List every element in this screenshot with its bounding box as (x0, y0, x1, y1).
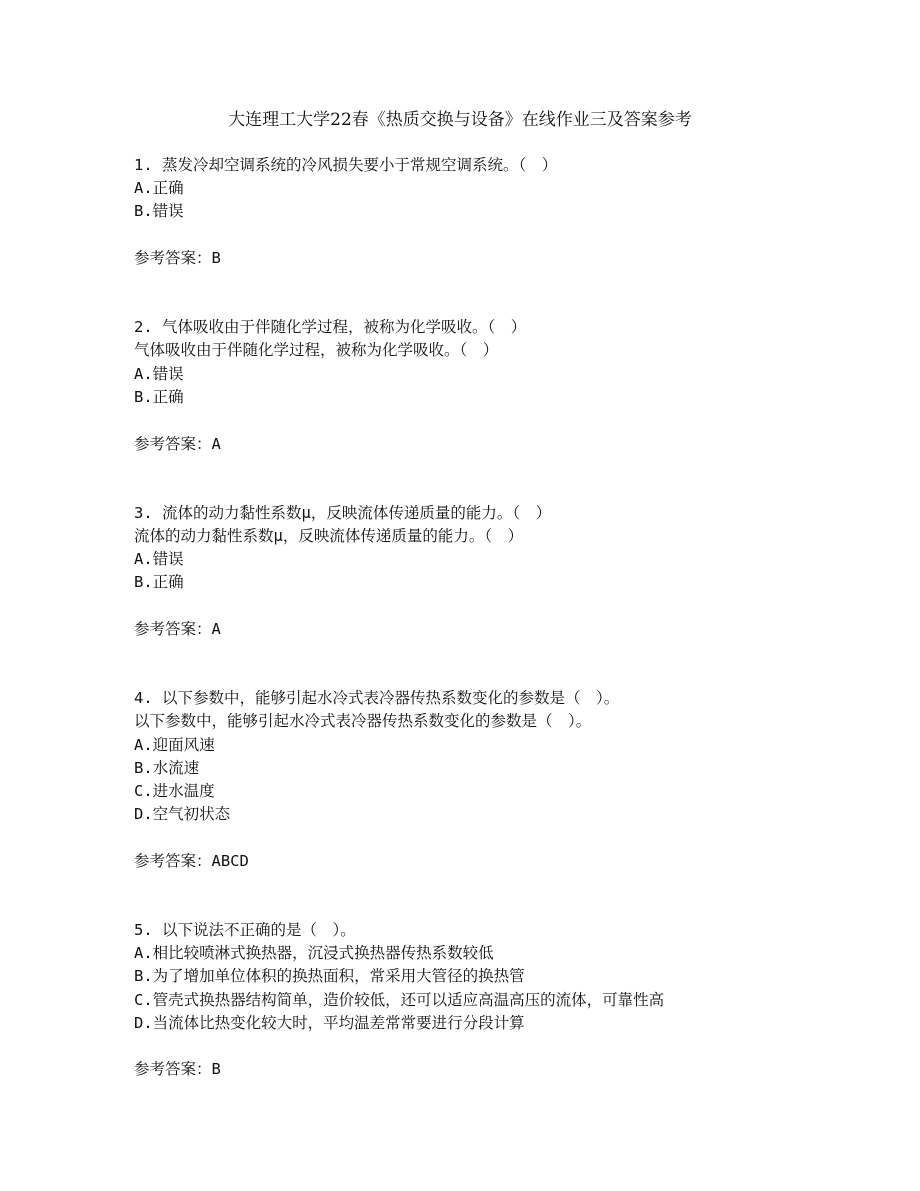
answer-label: 参考答案： (134, 851, 212, 870)
document-title: 大连理工大学22春《热质交换与设备》在线作业三及答案参考 (228, 110, 692, 130)
question-stem (134, 687, 894, 710)
answer-label: 参考答案： (134, 434, 212, 453)
option-b: B.水流速 (134, 758, 200, 777)
question-stem-repeat: 流体的动力黏性系数μ，反映流体传递质量的能力。（ ） (134, 526, 524, 545)
option-a: A.正确 (134, 179, 184, 198)
answer-label: 参考答案： (134, 249, 212, 268)
answer-line (134, 1058, 894, 1081)
question-stem-repeat: 以下参数中，能够引起水冷式表冷器传热系数变化的参数是（ ）。 (134, 712, 592, 731)
question-list (134, 154, 894, 1128)
question-2 (134, 316, 894, 455)
question-text: 流体的动力黏性系数μ，反映流体传递质量的能力。（ ） (162, 503, 552, 522)
question-number: 2. (134, 318, 153, 337)
question-4 (134, 687, 894, 873)
option-b: B.正确 (134, 387, 184, 406)
question-stem (134, 502, 894, 525)
question-text: 气体吸收由于伴随化学过程，被称为化学吸收。（ ） (162, 318, 527, 337)
question-number: 4. (134, 689, 153, 708)
question-3 (134, 502, 894, 641)
answer-label: 参考答案： (134, 619, 212, 638)
answer-line (134, 850, 894, 873)
answer-line (134, 247, 894, 270)
option-c: C.进水温度 (134, 781, 215, 800)
question-1 (134, 154, 894, 270)
question-number: 1. (134, 156, 153, 174)
option-d: D.空气初状态 (134, 805, 231, 824)
option-a: A.错误 (134, 364, 184, 383)
option-a: A.迎面风速 (134, 735, 215, 754)
question-stem (134, 316, 894, 339)
question-stem (134, 154, 894, 177)
answer-value: A (211, 619, 221, 638)
answer-value: A (211, 434, 221, 453)
question-5 (134, 919, 894, 1082)
answer-line (134, 618, 894, 641)
question-text: 以下参数中，能够引起水冷式表冷器传热系数变化的参数是（ ）。 (162, 689, 620, 708)
question-text: 以下说法不正确的是（ ）。 (162, 920, 356, 939)
answer-value: ABCD (211, 851, 249, 870)
answer-line (134, 433, 894, 456)
option-a: A.错误 (134, 550, 184, 569)
question-stem (134, 919, 894, 942)
question-number: 3. (134, 503, 153, 522)
answer-value: B (211, 249, 221, 268)
answer-value: B (211, 1060, 221, 1079)
question-stem-repeat: 气体吸收由于伴随化学过程，被称为化学吸收。（ ） (134, 341, 499, 360)
option-c: C.管壳式换热器结构简单，造价较低，还可以适应高温高压的流体，可靠性高 (134, 990, 665, 1009)
option-b: B.正确 (134, 573, 184, 592)
question-number: 5. (134, 920, 153, 939)
option-b: B.为了增加单位体积的换热面积，常采用大管径的换热管 (134, 967, 525, 986)
answer-label: 参考答案： (134, 1060, 212, 1079)
option-a: A.相比较喷淋式换热器，沉浸式换热器传热系数较低 (134, 944, 494, 963)
option-b: B.错误 (134, 202, 184, 221)
option-d: D.当流体比热变化较大时，平均温差常常要进行分段计算 (134, 1013, 525, 1032)
question-text: 蒸发冷却空调系统的冷风损失要小于常规空调系统。（ ） (162, 156, 558, 174)
